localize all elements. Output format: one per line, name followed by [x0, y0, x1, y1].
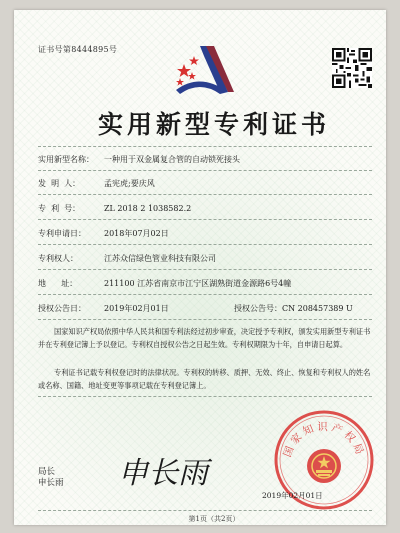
grant-statement-paragraph: 国家知识产权局依照中华人民共和国专利法经过初步审查，决定授予专利权，颁发实用新型专利证书并在专利登记簿上予以登记。专利权自授权公告之日起生效。专利权期限为十年，自申请日起算。: [38, 327, 371, 349]
field-value: 2018年07月02日: [104, 229, 169, 238]
field-value: 一种用于双金属复合管的自动锁死接头: [104, 155, 240, 164]
cnipa-emblem-icon: [170, 42, 238, 100]
field-value: 江苏众信绿色管业科技有限公司: [104, 254, 216, 263]
field-application-date: [38, 228, 169, 239]
field-label: 授权公告日：: [38, 304, 86, 313]
divider: [38, 219, 372, 220]
seal-date: 2019年02月01日: [262, 491, 323, 500]
legal-status-paragraph: 专利证书记载专利权登记时的法律状况。专利权的转移、质押、无效、终止、恢复和专利权人的姓名或名称、国籍、地址变更等事项记载在专利登记簿上。: [38, 368, 371, 390]
divider: [38, 294, 372, 295]
certificate-number: 证书号第8444895号: [38, 45, 118, 54]
seal-text: 国家知识产权局: [281, 421, 367, 459]
divider: [38, 319, 372, 320]
field-label: 专利权人：: [38, 254, 78, 263]
field-label: 实用新型名称：: [38, 155, 94, 164]
divider: [38, 269, 372, 270]
divider: [38, 146, 372, 147]
director-name: 申长雨: [38, 478, 64, 488]
qr-code-icon: [332, 48, 372, 88]
field-address: [38, 278, 291, 289]
field-inventor: [38, 178, 155, 189]
signature-text: 申长雨: [118, 456, 208, 491]
field-label: 专 利 号：: [38, 204, 81, 213]
field-patent-number: [38, 203, 191, 214]
field-label: 授权公告号：: [234, 304, 282, 313]
field-grant-date: [38, 303, 353, 314]
certificate-page: [14, 10, 386, 525]
field-utility-model-name: [38, 154, 240, 165]
page-indicator: 第1页（共2页）: [188, 515, 240, 523]
field-value: ZL 2018 2 1038582.2: [104, 204, 192, 213]
field-value: 211100 江苏省南京市江宁区湖熟街道金源路6号4幢: [104, 279, 292, 288]
field-value: 孟宪虎;要庆风: [104, 179, 155, 188]
national-emblem-icon: [307, 449, 341, 483]
director-signature: [112, 447, 222, 493]
divider: [38, 396, 372, 397]
divider: [38, 170, 372, 171]
field-value: CN 208457389 U: [282, 304, 353, 313]
field-label: 地 址：: [38, 279, 78, 288]
divider: [38, 510, 372, 511]
divider: [38, 244, 372, 245]
field-label: 专利申请日：: [38, 229, 86, 238]
divider: [38, 194, 372, 195]
field-patentee: [38, 253, 216, 264]
certificate-title: 实用新型专利证书: [97, 110, 330, 139]
field-label: 发 明 人：: [38, 179, 81, 188]
director-role: 局长: [38, 467, 56, 477]
field-value: 2019年02月01日: [104, 304, 169, 313]
